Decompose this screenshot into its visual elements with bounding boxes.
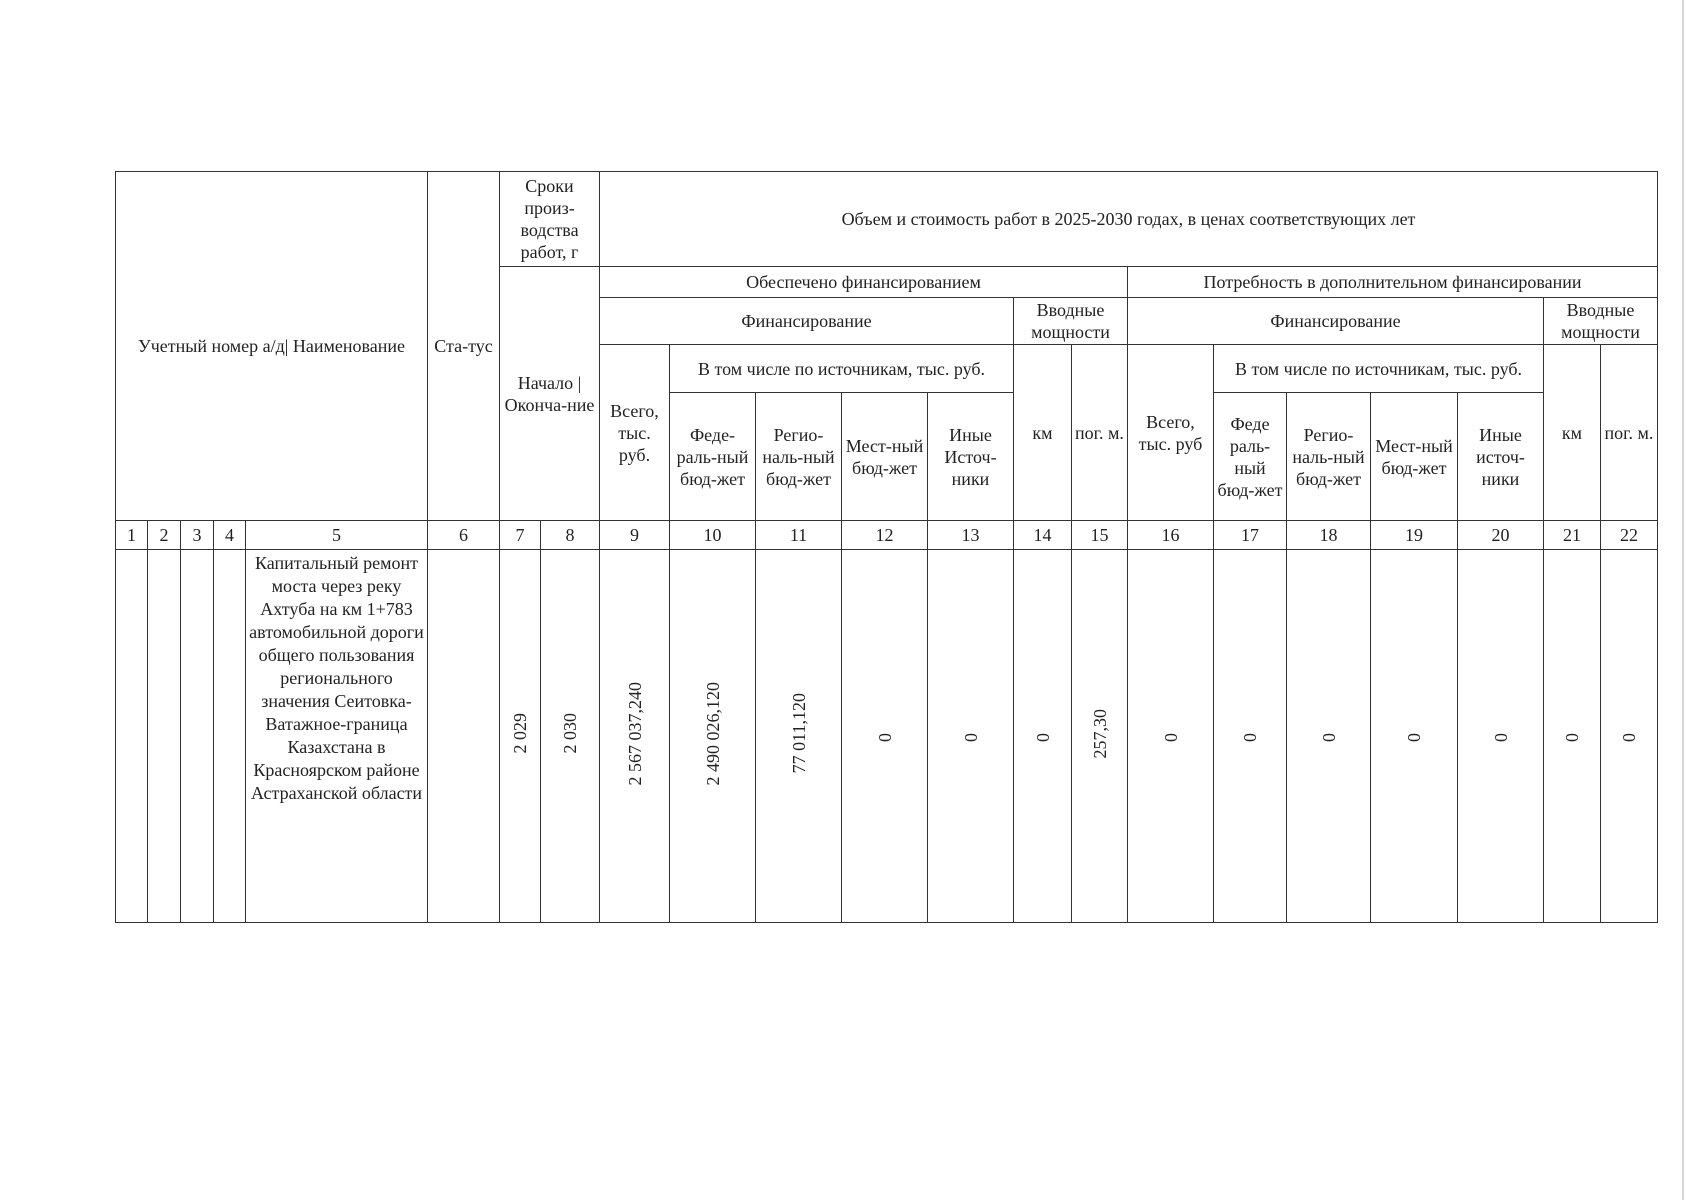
col-number: 11 <box>756 521 842 550</box>
works-table <box>115 171 1658 923</box>
header-km-left: км <box>1014 345 1072 521</box>
cell-col4 <box>214 550 246 923</box>
pogm-value: 257,30 <box>1089 708 1110 759</box>
table-row <box>116 550 1658 923</box>
cell-start <box>500 550 541 923</box>
km2-value: 0 <box>1562 733 1582 742</box>
header-local-right: Мест-ный бюд-жет <box>1371 393 1458 521</box>
cell-pogm2 <box>1601 550 1658 923</box>
cell-object-name: Капитальный ремонт моста через реку Ахтуба на км 1+783 автомобильной дороги общего пользования регионального значения Сеитовка-Ватажное-граница Казахстана в Красноярском районе Астраханской области <box>246 550 428 923</box>
cell-other2 <box>1458 550 1544 923</box>
cell-federal <box>670 550 756 923</box>
col-number: 1 <box>116 521 148 550</box>
local-value: 0 <box>874 733 895 742</box>
federal-value: 2 490 026,120 <box>702 681 723 786</box>
header-regional-left: Регио-наль-ный бюд-жет <box>756 393 842 521</box>
header-capacity-right: Вводные мощности <box>1544 298 1658 345</box>
cell-col3 <box>181 550 214 923</box>
header-pogm-left: пог. м. <box>1072 345 1128 521</box>
col-number: 13 <box>928 521 1014 550</box>
cell-local2 <box>1371 550 1458 923</box>
header-total-right: Всего, тыс. руб <box>1128 345 1214 521</box>
header-other-right: Иные источ-ники <box>1458 393 1544 521</box>
header-regional-right: Регио-наль-ный бюд-жет <box>1287 393 1371 521</box>
header-total-left: Всего, тыс. руб. <box>600 345 670 521</box>
header-financing-left: Финансирование <box>600 298 1014 345</box>
cell-other <box>928 550 1014 923</box>
col-number: 18 <box>1287 521 1371 550</box>
cell-col1 <box>116 550 148 923</box>
cell-km2 <box>1544 550 1601 923</box>
cell-km <box>1014 550 1072 923</box>
regional-value: 77 011,120 <box>788 693 809 774</box>
total2-value: 0 <box>1160 733 1181 742</box>
cell-col2 <box>148 550 181 923</box>
total-value: 2 567 037,240 <box>624 681 645 786</box>
cell-status <box>428 550 500 923</box>
col-number: 8 <box>541 521 600 550</box>
km-value: 0 <box>1032 733 1053 742</box>
end-year-value: 2 030 <box>560 713 580 754</box>
cell-total2 <box>1128 550 1214 923</box>
header-other-left: Иные Источ-ники <box>928 393 1014 521</box>
col-number: 19 <box>1371 521 1458 550</box>
col-number: 21 <box>1544 521 1601 550</box>
col-number: 4 <box>214 521 246 550</box>
page-edge <box>1682 0 1684 1200</box>
col-number: 17 <box>1214 521 1287 550</box>
col-number: 5 <box>246 521 428 550</box>
cell-local <box>842 550 928 923</box>
header-by-sources-right: В том числе по источникам, тыс. руб. <box>1214 345 1544 393</box>
header-secured: Обеспечено финансированием <box>600 267 1128 298</box>
header-period: Сроки произ-водства работ, г <box>500 172 600 267</box>
header-start-end: Начало | Оконча-ние <box>500 267 600 521</box>
other2-value: 0 <box>1490 733 1511 742</box>
col-number: 16 <box>1128 521 1214 550</box>
header-volume: Объем и стоимость работ в 2025-2030 годах, в ценах соответствующих лет <box>600 172 1658 267</box>
header-federal-right: Феде раль-ный бюд-жет <box>1214 393 1287 521</box>
column-numbers-row <box>116 521 1658 550</box>
header-by-sources-left: В том числе по источникам, тыс. руб. <box>670 345 1014 393</box>
col-number: 7 <box>500 521 541 550</box>
header-account-name: Учетный номер а/д| Наименование <box>116 172 428 521</box>
header-status: Ста-тус <box>428 172 500 521</box>
regional2-value: 0 <box>1318 733 1339 742</box>
header-km-right: км <box>1544 345 1601 521</box>
cell-end <box>541 550 600 923</box>
header-needed: Потребность в дополнительном финансировании <box>1128 267 1658 298</box>
start-year-value: 2 029 <box>510 713 530 754</box>
header-pogm-right: пог. м. <box>1601 345 1658 521</box>
col-number: 22 <box>1601 521 1658 550</box>
header-local-left: Мест-ный бюд-жет <box>842 393 928 521</box>
federal2-value: 0 <box>1240 733 1260 742</box>
col-number: 2 <box>148 521 181 550</box>
col-number: 3 <box>181 521 214 550</box>
col-number: 6 <box>428 521 500 550</box>
col-number: 10 <box>670 521 756 550</box>
cell-regional2 <box>1287 550 1371 923</box>
col-number: 14 <box>1014 521 1072 550</box>
other-value: 0 <box>960 733 981 742</box>
col-number: 12 <box>842 521 928 550</box>
header-capacity-left: Вводные мощности <box>1014 298 1128 345</box>
pogm2-value: 0 <box>1619 733 1639 742</box>
col-number: 15 <box>1072 521 1128 550</box>
cell-regional <box>756 550 842 923</box>
cell-pogm <box>1072 550 1128 923</box>
col-number: 9 <box>600 521 670 550</box>
local2-value: 0 <box>1404 733 1424 742</box>
header-federal-left: Феде-раль-ный бюд-жет <box>670 393 756 521</box>
header-financing-right: Финансирование <box>1128 298 1544 345</box>
col-number: 20 <box>1458 521 1544 550</box>
cell-federal2 <box>1214 550 1287 923</box>
cell-total <box>600 550 670 923</box>
